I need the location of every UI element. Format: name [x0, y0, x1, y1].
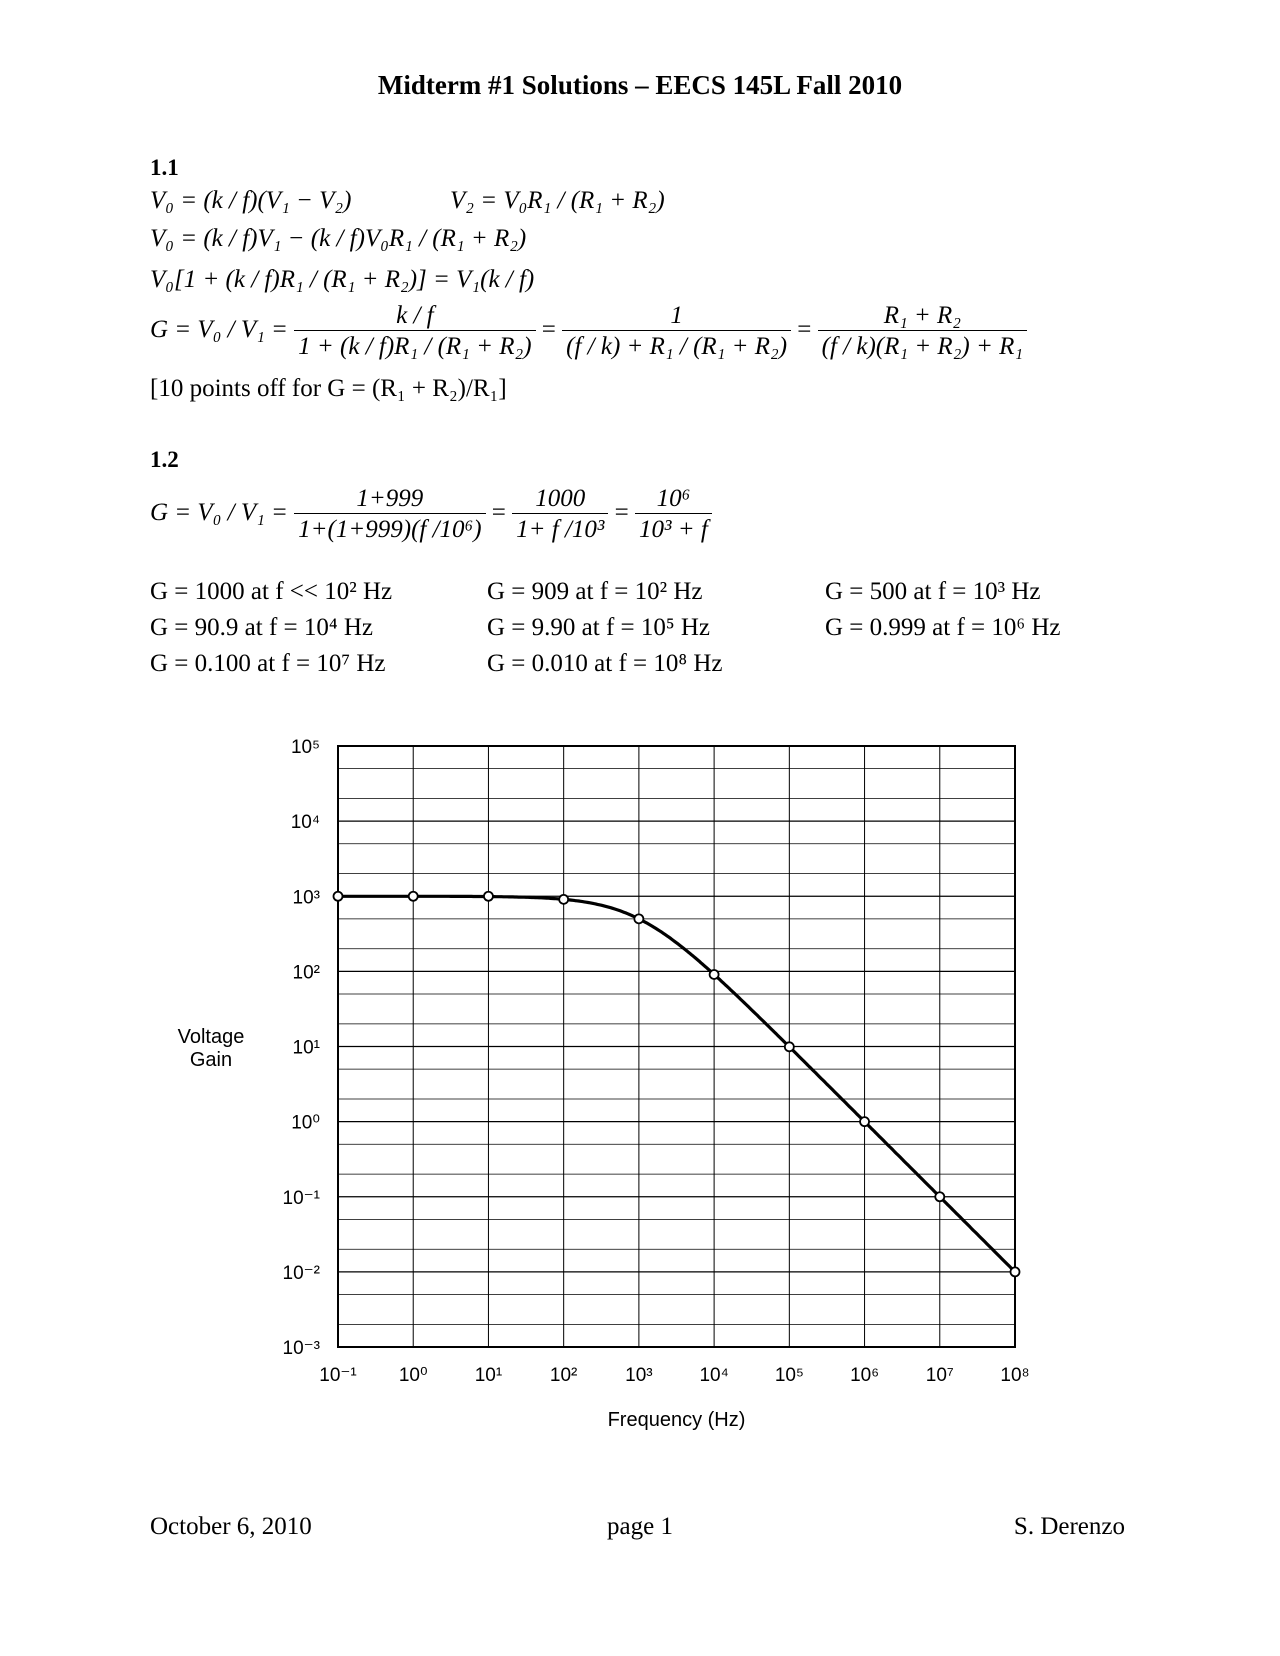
section-heading-1-2: 1.2	[150, 447, 179, 472]
data-point	[935, 1192, 944, 1201]
grading-note: [10 points off for G = (R₁ + R₂)/R₁]	[150, 375, 507, 402]
fraction-3-denominator: (f / k)(R₁ + R₂) + R₁	[818, 330, 1027, 361]
y-tick-label: 10¹	[292, 1037, 320, 1059]
y-tick-label: 10⁰	[291, 1112, 320, 1134]
gain-value-line: G = 90.9 at f = 10⁴ Hz	[150, 614, 373, 641]
equals-sign: =	[614, 499, 629, 527]
fraction-3-denominator: 10³ + f	[635, 513, 712, 544]
fraction-2-numerator: 1000	[535, 485, 586, 512]
x-tick-label: 10⁰	[398, 1365, 428, 1386]
data-point	[634, 914, 643, 923]
data-point	[409, 892, 418, 901]
equation-v0: V₀ = (k / f)(V₁ − V₂)	[150, 187, 352, 214]
equation-v0-expanded: V₀ = (k / f)V₁ − (k / f)V₀R₁ / (R₁ + R₂)	[150, 225, 527, 252]
y-tick-label: 10⁵	[290, 737, 320, 758]
section-heading-1-1: 1.1	[150, 155, 179, 180]
gain-curve	[338, 896, 1015, 1272]
gain-value-line: G = 9.90 at f = 10⁵ Hz	[487, 614, 710, 641]
data-point	[334, 892, 343, 901]
data-point	[785, 1042, 794, 1051]
y-tick-label: 10⁻³	[282, 1338, 320, 1359]
x-tick-label: 10⁶	[850, 1365, 880, 1386]
gain-value-line: G = 1000 at f << 10² Hz	[150, 578, 393, 605]
fraction-2-denominator: 1+ f /10³	[512, 513, 608, 544]
x-tick-label: 10²	[549, 1365, 578, 1386]
x-tick-label: 10⁷	[925, 1365, 954, 1386]
gain-value-line: G = 500 at f = 10³ Hz	[825, 578, 1041, 605]
x-axis-label: Frequency (Hz)	[607, 1409, 746, 1431]
gain-lhs: G = V₀ / V₁ =	[150, 316, 288, 344]
x-tick-label: 10⁻¹	[319, 1365, 357, 1386]
data-point	[860, 1117, 869, 1126]
x-tick-label: 10⁵	[774, 1365, 804, 1386]
equals-sign: =	[491, 499, 506, 527]
equation-v2: V₂ = V₀R₁ / (R₁ + R₂)	[450, 187, 665, 214]
equals-sign: =	[541, 316, 556, 344]
x-tick-label: 10³	[625, 1365, 653, 1386]
equation-v0-factored: V₀[1 + (k / f)R₁ / (R₁ + R₂)] = V₁(k / f)	[150, 266, 535, 293]
data-point	[710, 970, 719, 979]
gain-value-line: G = 909 at f = 10² Hz	[487, 578, 703, 605]
footer-page: page 1	[607, 1513, 673, 1540]
fraction-2-numerator: 1	[670, 302, 683, 329]
fraction-1-denominator: 1 + (k / f)R₁ / (R₁ + R₂)	[294, 330, 535, 361]
fraction-3-numerator: 10⁶	[656, 485, 691, 512]
fraction-1-numerator: k / f	[396, 302, 434, 329]
x-tick-label: 10⁴	[699, 1365, 729, 1386]
data-point	[1011, 1267, 1020, 1276]
x-tick-label: 10⁸	[1000, 1365, 1030, 1386]
gain-value-line: G = 0.010 at f = 10⁸ Hz	[487, 650, 723, 677]
footer-date: October 6, 2010	[150, 1513, 312, 1540]
fraction-1-numerator: 1+999	[356, 485, 424, 512]
y-tick-label: 10⁻¹	[282, 1187, 320, 1209]
x-tick-label: 10¹	[474, 1365, 503, 1386]
y-axis-label: Voltage Gain	[177, 1026, 245, 1071]
equals-sign: =	[797, 316, 812, 344]
data-point	[559, 895, 568, 904]
y-tick-label: 10⁻²	[282, 1262, 320, 1284]
data-point	[484, 892, 493, 901]
page-title: Midterm #1 Solutions – EECS 145L Fall 2010	[377, 70, 903, 100]
y-tick-label: 10²	[292, 962, 320, 984]
fraction-2-denominator: (f / k) + R₁ / (R₁ + R₂)	[562, 330, 791, 361]
fraction-3-numerator: R₁ + R₂	[883, 302, 961, 329]
gain-value-line: G = 0.100 at f = 10⁷ Hz	[150, 650, 386, 677]
gain-lhs: G = V₀ / V₁ =	[150, 499, 288, 527]
footer-author: S. Derenzo	[1013, 1513, 1125, 1540]
gain-value-line: G = 0.999 at f = 10⁶ Hz	[825, 614, 1061, 641]
y-tick-label: 10⁴	[290, 812, 320, 834]
fraction-1-denominator: 1+(1+999)(f /10⁶)	[294, 513, 485, 544]
y-tick-label: 10³	[292, 887, 320, 909]
